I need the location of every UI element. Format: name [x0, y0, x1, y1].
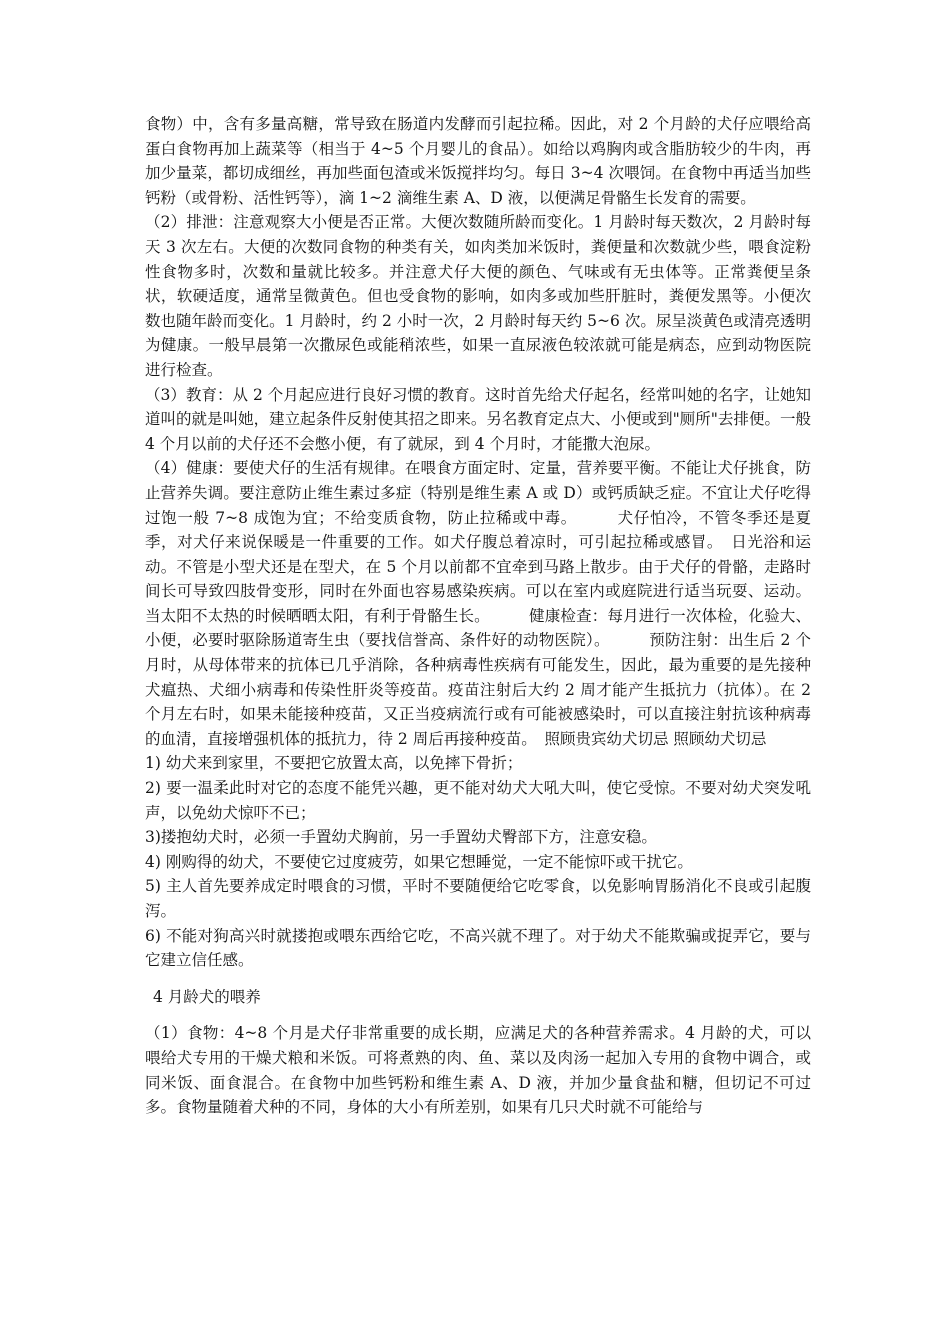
document-body	[145, 112, 811, 1120]
paragraph-feeding-continued: 食物）中，含有多量高糖，常导致在肠道内发酵而引起拉稀。因此，对 2 个月龄的犬仔应喂给高蛋白食物再加上蔬菜等（相当于 4~5 个月婴儿的食品）。如给以鸡胸肉或含脂肪较少的牛肉，再加少量菜，都切成细丝，再加些面包渣或米饭搅拌均匀。每日 3~4 次喂饲。在食物中再适当加些钙粉（或骨粉、活性钙等），滴 1~2 滴维生素 A、D 液，以便满足骨骼生长发育的需要。	[145, 115, 811, 207]
paragraph-education: （3）教育：从 2 个月起应进行良好习惯的教育。这时首先给犬仔起名，经常叫她的名字，让她知道叫的就是叫她，建立起条件反射使其招之即来。另名教育定点大、小便或到"厕所"去排便。一般 4 个月以前的犬仔还不会憋小便，有了就尿，到 4 个月时，才能撒大泡尿。	[145, 385, 811, 453]
list-item: 1) 幼犬来到家里，不要把它放置太高，以免摔下骨折；	[145, 754, 523, 773]
list-item: 6) 不能对狗高兴时就搂抱或喂东西给它吃，不高兴就不理了。对于幼犬不能欺骗或捉弄它，要与它建立信任感。	[145, 926, 811, 970]
list-item: 4) 刚购得的幼犬，不要使它过度疲劳，如果它想睡觉，一定不能惊吓或干扰它。	[145, 852, 693, 871]
paragraph-food-4-months: （1）食物：4~8 个月是犬仔非常重要的成长期，应满足犬的各种营养需求。4 月龄的犬，可以喂给犬专用的干燥犬粮和米饭。可将煮熟的肉、鱼、菜以及肉汤一起加入专用的食物中调合，或同米饭、面食混合。在食物中加些钙粉和维生素 A、D 液，并加少量食盐和糖，但切记不可过多。食物量随着犬种的不同，身体的大小有所差别，如果有几只犬时就不可能给与	[145, 1024, 811, 1117]
paragraph-excretion: （2）排泄：注意观察大小便是否正常。大便次数随所龄而变化。1 月龄时每天数次，2 月龄时每天 3 次左右。大便的次数同食物的种类有关，如肉类加米饭时，粪便量和次数就少些，喂食淀粉性食物多时，次数和量就比较多。并注意犬仔大便的颜色、气味或有无虫体等。正常粪便呈条状，软硬适度，通常呈微黄色。但也受食物的影响，如肉多或加些肝脏时，粪便发黑等。小便次数也随年龄而变化。1 月龄时，约 2 小时一次，2 月龄时每天约 5~6 次。尿呈淡黄色或清亮透明为健康。一般早晨第一次撒尿色或能稍浓些，如果一直尿液色较浓就可能是病态，应到动物医院进行检查。	[145, 213, 811, 379]
list-item: 2) 要一温柔此时对它的态度不能凭兴趣，更不能对幼犬大吼大叫，使它受惊。不要对幼犬突发吼声，以免幼犬惊吓不已；	[145, 779, 811, 822]
paragraph-health: （4）健康：要使犬仔的生活有规律。在喂食方面定时、定量，营养要平衡。不能让犬仔挑食，防止营养失调。要注意防止维生素过多症（特别是维生素 A 或 D）或钙质缺乏症。不宜让犬仔吃得过饱一般 7~8 成饱为宜；不给变质食物，防止拉稀或中毒。 犬仔怕冷，不管冬季还是夏季，对犬仔来说保暖是一件重要的工作。如犬仔腹总着凉时，可引起拉稀或感冒。 日光浴和运动。不管是小型犬还是在型犬，在 5 个月以前都不宜牵到马路上散步。由于犬仔的骨骼，走路时间长可导致四肢骨变形，同时在外面也容易感染疾病。可以在室内或庭院进行适当玩耍、运动。当太阳不太热的时候晒晒太阳，有利于骨骼生长。 健康检查：每月进行一次体检，化验大、小便，必要时驱除肠道寄生虫（要找信誉高、条件好的动物医院）。 预防注射：出生后 2 个月时，从母体带来的抗体已几乎消除，各种病毒性疾病有可能发生，因此，最为重要的是先接种犬瘟热、犬细小病毒和传染性肝炎等疫苗。疫苗注射后大约 2 周才能产生抵抗力（抗体）。在 2 个月左右时，如果未能接种疫苗，又正当疫病流行或有可能被感染时，可以直接注射抗该种病毒的血清，直接增强机体的抵抗力，待 2 周后再接种疫苗。 照顾贵宾幼犬切忌 照顾幼犬切忌	[145, 459, 811, 748]
list-item: 3)搂抱幼犬时，必须一手置幼犬胸前，另一手置幼犬臀部下方，注意安稳。	[145, 828, 657, 847]
section-heading: 4 月龄犬的喂养	[153, 987, 261, 1006]
list-item: 5) 主人首先要养成定时喂食的习惯，平时不要随便给它吃零食，以免影响胃肠消化不良或引起腹泻。	[145, 877, 811, 920]
